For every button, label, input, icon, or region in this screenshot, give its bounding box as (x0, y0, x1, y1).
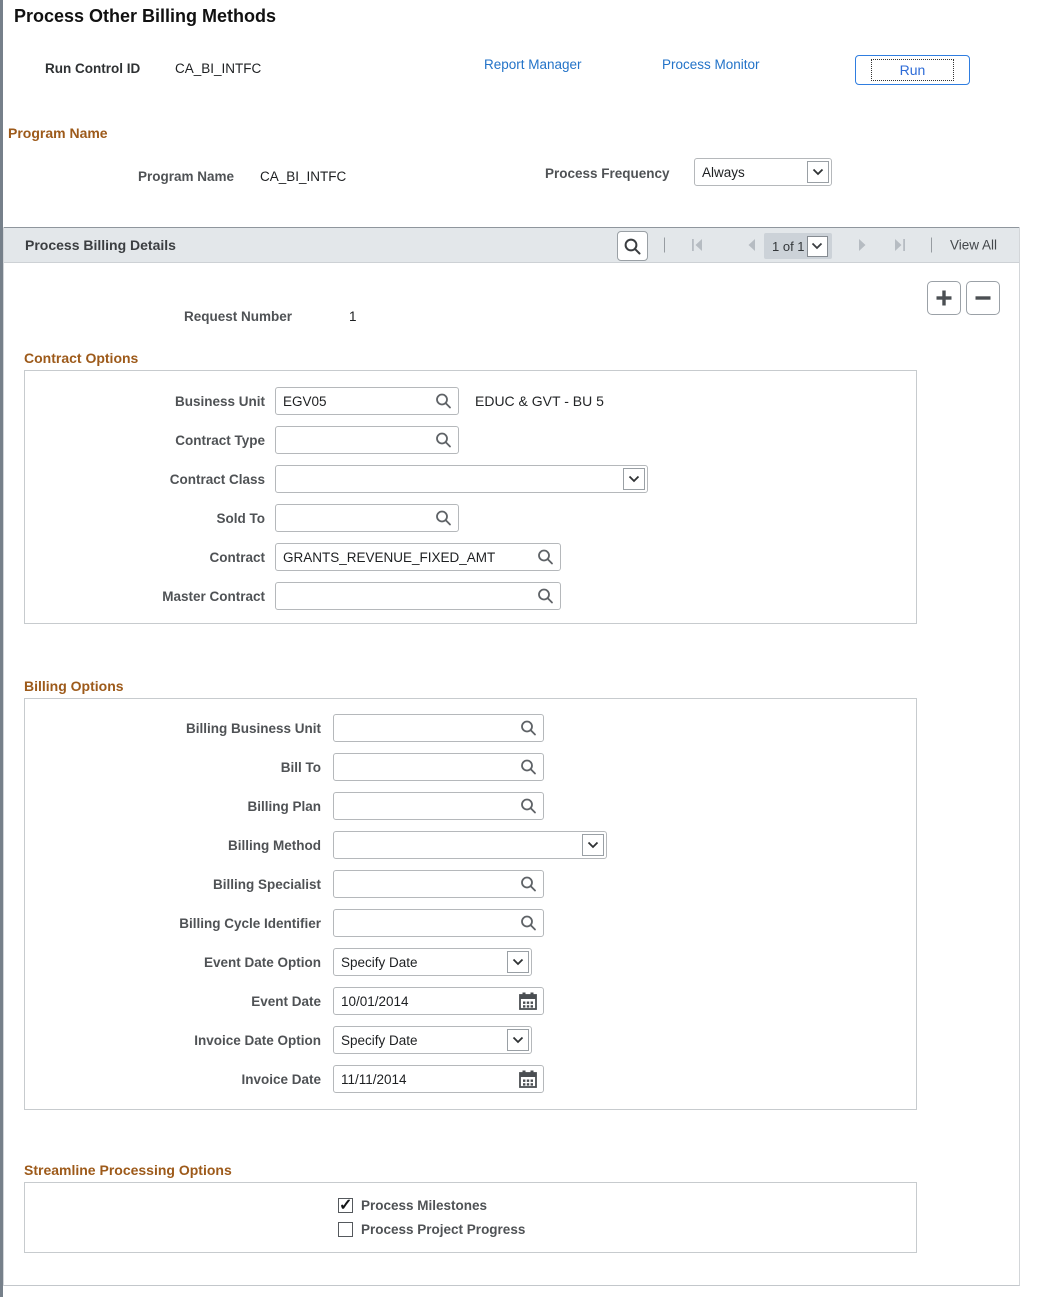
billing-plan-input[interactable] (333, 792, 544, 820)
previous-page-button[interactable] (746, 237, 756, 253)
contract-class-label: Contract Class (169, 471, 265, 487)
lookup-icon[interactable] (435, 432, 452, 449)
process-project-progress-checkbox[interactable] (338, 1222, 353, 1237)
invoice-date-option-label: Invoice Date Option (194, 1032, 321, 1048)
last-page-icon (893, 237, 907, 253)
billing-business-unit-label: Billing Business Unit (185, 720, 321, 736)
previous-page-icon (746, 237, 756, 253)
billing-plan-label: Billing Plan (247, 798, 321, 814)
invoice-date-option-value: Specify Date (341, 1032, 418, 1048)
add-row-button[interactable] (927, 281, 961, 315)
billing-options-group (24, 698, 917, 1110)
run-control-id-value: CA_BI_INTFC (175, 61, 262, 76)
chevron-down-icon (811, 242, 823, 250)
process-milestones-checkbox[interactable] (338, 1198, 353, 1213)
process-project-progress-label: Process Project Progress (361, 1222, 526, 1237)
billing-business-unit-input[interactable] (333, 714, 544, 742)
run-button[interactable] (855, 55, 970, 85)
next-page-button[interactable] (858, 237, 868, 253)
first-page-button[interactable] (690, 237, 704, 253)
run-button-label: Run (871, 59, 955, 81)
pagination-text: 1 of 1 (772, 238, 805, 254)
bill-to-input[interactable] (333, 753, 544, 781)
lookup-icon[interactable] (435, 510, 452, 527)
lookup-icon[interactable] (537, 549, 554, 566)
lookup-icon[interactable] (520, 876, 537, 893)
request-number-value: 1 (349, 309, 357, 324)
request-number-label: Request Number (184, 309, 293, 324)
event-date-option-label: Event Date Option (203, 954, 321, 970)
lookup-icon[interactable] (520, 915, 537, 932)
contract-options-group (24, 370, 917, 624)
program-name-label: Program Name (138, 169, 235, 184)
sold-to-input[interactable] (275, 504, 459, 532)
lookup-icon[interactable] (537, 588, 554, 605)
process-frequency-select[interactable] (694, 158, 832, 186)
minus-icon (974, 289, 992, 307)
sold-to-label: Sold To (216, 510, 265, 526)
lookup-icon[interactable] (520, 720, 537, 737)
report-manager-link[interactable]: Report Manager (484, 57, 582, 72)
search-button[interactable] (617, 231, 648, 261)
billing-specialist-input[interactable] (333, 870, 544, 898)
search-icon (623, 237, 642, 256)
process-frequency-label: Process Frequency (545, 166, 670, 181)
event-date-input[interactable] (333, 987, 544, 1015)
calendar-icon[interactable] (518, 991, 538, 1011)
bill-to-label: Bill To (280, 759, 321, 775)
view-all-link[interactable]: View All (950, 237, 998, 253)
business-unit-label: Business Unit (174, 393, 265, 409)
billing-cycle-identifier-input[interactable] (333, 909, 544, 937)
plus-icon (935, 289, 953, 307)
chevron-down-icon (582, 834, 604, 856)
streamline-options-group (24, 1182, 917, 1253)
contract-input[interactable] (275, 543, 561, 571)
pagination-dropdown-button[interactable] (807, 236, 828, 257)
pagination-control (764, 233, 832, 259)
next-page-icon (858, 237, 868, 253)
chevron-down-icon (507, 951, 529, 973)
run-control-id-label: Run Control ID (45, 61, 141, 76)
nav-separator (664, 238, 665, 253)
business-unit-input[interactable] (275, 387, 459, 415)
nav-separator (931, 238, 932, 253)
invoice-date-input[interactable] (333, 1065, 544, 1093)
invoice-date-label: Invoice Date (241, 1071, 321, 1087)
process-monitor-link[interactable]: Process Monitor (662, 57, 760, 72)
billing-cycle-identifier-label: Billing Cycle Identifier (179, 915, 321, 931)
event-date-option-value: Specify Date (341, 954, 418, 970)
business-unit-description: EDUC & GVT - BU 5 (475, 393, 604, 409)
process-project-progress-checkbox-row[interactable] (338, 1222, 525, 1237)
calendar-icon[interactable] (518, 1069, 538, 1089)
billing-method-label: Billing Method (228, 837, 321, 853)
contract-type-input[interactable] (275, 426, 459, 454)
chevron-down-icon (807, 161, 829, 183)
delete-row-button[interactable] (966, 281, 1000, 315)
master-contract-label: Master Contract (162, 588, 265, 604)
process-billing-details-heading: Process Billing Details (25, 237, 176, 253)
page-title: Process Other Billing Methods (14, 6, 277, 26)
chevron-down-icon (507, 1029, 529, 1051)
contract-label: Contract (209, 549, 265, 565)
billing-options-heading: Billing Options (24, 678, 124, 694)
billing-specialist-label: Billing Specialist (212, 876, 321, 892)
process-milestones-label: Process Milestones (361, 1198, 488, 1213)
first-page-icon (690, 237, 704, 253)
last-page-button[interactable] (893, 237, 907, 253)
billing-method-select[interactable] (333, 831, 607, 859)
lookup-icon[interactable] (435, 393, 452, 410)
contract-type-label: Contract Type (175, 432, 265, 448)
event-date-option-select[interactable] (333, 948, 532, 976)
process-frequency-value: Always (702, 164, 745, 180)
process-milestones-checkbox-row[interactable] (338, 1198, 487, 1213)
program-name-value: CA_BI_INTFC (260, 169, 347, 184)
streamline-options-heading: Streamline Processing Options (24, 1162, 232, 1178)
process-billing-details-header-bar (4, 227, 1019, 263)
contract-options-heading: Contract Options (24, 350, 139, 366)
master-contract-input[interactable] (275, 582, 561, 610)
lookup-icon[interactable] (520, 798, 537, 815)
invoice-date-option-select[interactable] (333, 1026, 532, 1054)
contract-class-select[interactable] (275, 465, 648, 493)
lookup-icon[interactable] (520, 759, 537, 776)
program-name-section-heading: Program Name (8, 125, 108, 141)
event-date-label: Event Date (251, 993, 321, 1009)
chevron-down-icon (623, 468, 645, 490)
